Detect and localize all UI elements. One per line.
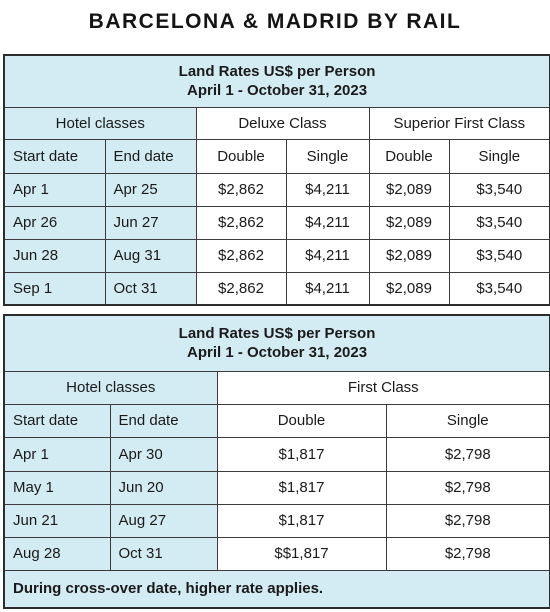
superior-first-class-header: Superior First Class <box>369 107 550 139</box>
start-date-cell: Apr 1 <box>4 173 105 206</box>
price-cell: $4,211 <box>286 272 369 305</box>
rates-table-deluxe-superior <box>3 54 550 306</box>
start-date-cell: May 1 <box>4 471 110 504</box>
hotel-classes-header: Hotel classes <box>4 107 196 139</box>
price-cell: $4,211 <box>286 239 369 272</box>
price-cell: $2,862 <box>196 239 286 272</box>
end-date-cell: Oct 31 <box>110 537 217 570</box>
first-double-header: Double <box>217 404 386 437</box>
deluxe-class-header: Deluxe Class <box>196 107 369 139</box>
end-date-cell: Apr 25 <box>105 173 196 206</box>
start-date-cell: Sep 1 <box>4 272 105 305</box>
end-date-cell: Jun 20 <box>110 471 217 504</box>
first-single-header: Single <box>386 404 550 437</box>
price-cell: $2,798 <box>386 504 550 537</box>
end-date-cell: Oct 31 <box>105 272 196 305</box>
price-cell: $2,798 <box>386 537 550 570</box>
price-cell: $4,211 <box>286 173 369 206</box>
table-row <box>4 537 550 570</box>
price-cell: $1,817 <box>217 437 386 471</box>
price-cell: $$1,817 <box>217 537 386 570</box>
start-date-cell: Jun 28 <box>4 239 105 272</box>
superior-single-header: Single <box>449 139 550 173</box>
table-row <box>4 239 550 272</box>
table-footnote: During cross-over date, higher rate applies. <box>4 570 550 608</box>
start-date-cell: Aug 28 <box>4 537 110 570</box>
rates-table-first-class <box>3 314 550 609</box>
price-cell: $2,089 <box>369 173 449 206</box>
superior-double-header: Double <box>369 139 449 173</box>
price-cell: $3,540 <box>449 206 550 239</box>
price-cell: $2,798 <box>386 437 550 471</box>
table-row <box>4 471 550 504</box>
table-title <box>4 315 550 371</box>
deluxe-single-header: Single <box>286 139 369 173</box>
price-cell: $2,862 <box>196 272 286 305</box>
first-class-header: First Class <box>217 371 550 404</box>
table-title <box>4 55 550 107</box>
price-cell: $3,540 <box>449 272 550 305</box>
table-row <box>4 206 550 239</box>
start-date-header: Start date <box>4 404 110 437</box>
end-date-cell: Jun 27 <box>105 206 196 239</box>
price-cell: $3,540 <box>449 239 550 272</box>
start-date-cell: Jun 21 <box>4 504 110 537</box>
price-cell: $1,817 <box>217 504 386 537</box>
start-date-header: Start date <box>4 139 105 173</box>
price-cell: $2,862 <box>196 173 286 206</box>
table-row <box>4 272 550 305</box>
end-date-header: End date <box>110 404 217 437</box>
price-cell: $4,211 <box>286 206 369 239</box>
price-cell: $3,540 <box>449 173 550 206</box>
end-date-cell: Apr 30 <box>110 437 217 471</box>
price-cell: $1,817 <box>217 471 386 504</box>
table-title-line2: April 1 - October 31, 2023 <box>187 82 368 100</box>
end-date-cell: Aug 27 <box>110 504 217 537</box>
table-row <box>4 173 550 206</box>
end-date-cell: Aug 31 <box>105 239 196 272</box>
end-date-header: End date <box>105 139 196 173</box>
price-cell: $2,089 <box>369 272 449 305</box>
start-date-cell: Apr 26 <box>4 206 105 239</box>
deluxe-double-header: Double <box>196 139 286 173</box>
table-title-line1: Land Rates US$ per Person <box>178 63 376 81</box>
price-cell: $2,798 <box>386 471 550 504</box>
table-row <box>4 437 550 471</box>
page-title: BARCELONA & MADRID BY RAIL <box>88 10 462 33</box>
hotel-classes-header: Hotel classes <box>4 371 217 404</box>
table-row <box>4 504 550 537</box>
price-cell: $2,089 <box>369 239 449 272</box>
price-cell: $2,862 <box>196 206 286 239</box>
price-cell: $2,089 <box>369 206 449 239</box>
table-title-line2: April 1 - October 31, 2023 <box>186 344 368 362</box>
table-title-line1: Land Rates US$ per Person <box>178 325 376 343</box>
start-date-cell: Apr 1 <box>4 437 110 471</box>
